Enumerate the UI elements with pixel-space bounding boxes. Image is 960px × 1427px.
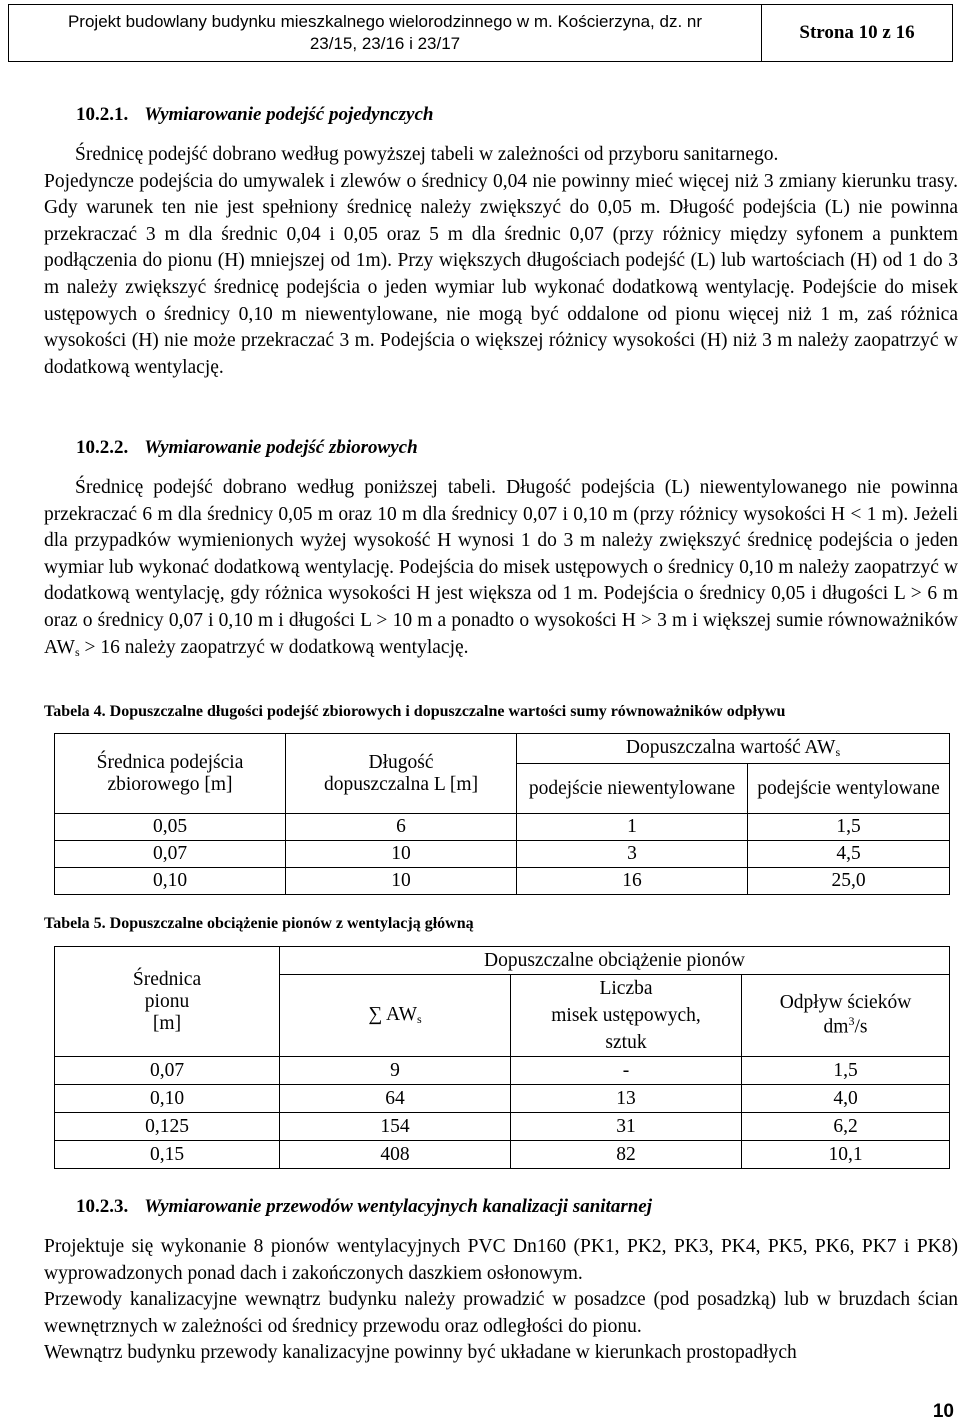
paragraph-1-first-line: Średnicę podejść dobrano według powyższej tabeli w zależności od przyboru sanitarnego. — [75, 144, 779, 165]
table5-header-flow: Odpływ ścieków $dm^3/s$ — [742, 975, 950, 1057]
table4-header-nonvented: podejście niewentylowane — [517, 764, 748, 814]
section-heading-1 — [76, 104, 433, 126]
header-title-line2: 23/15, 23/16 i 23/17 — [309, 34, 461, 53]
header-title-line1: Projekt budowlany budynku mieszkalnego wielorodzinnego w m. Kościerzyna, dz. nr — [67, 12, 703, 31]
section-title: Wymiarowanie podejść zbiorowych — [144, 437, 418, 458]
table4-header-length: Długość dopuszczalna L [m] — [286, 734, 517, 814]
table-row: 0,15 408 82 10,1 — [55, 1141, 950, 1169]
table4-caption: Tabela 4. Dopuszczalne długości podejść zbiorowych i dopuszczalne wartości sumy równoważników odpływu — [44, 703, 786, 720]
paragraph-1 — [44, 142, 958, 381]
paragraph-3-b: Przewody kanalizacyjne wewnątrz budynku należy prowadzić w posadzce (pod posadzką) lub w bruzdach ścian wewnętrznych w zależności od średnicy przewodu oraz odległości do pionu. — [44, 1289, 958, 1337]
table4-header-aw: Dopuszczalna wartość $AW_s$ — [517, 734, 950, 764]
section-heading-2 — [76, 437, 418, 459]
table-row: 0,05 6 1 1,5 — [55, 814, 950, 841]
paragraph-2-main: Średnicę podejść dobrano według poniższej tabeli. Długość podejścia (L) niewentylowanego nie powinna przekraczać 6 m dla średnicy 0,05 m oraz 10 m dla średnicy 0,07 i 0,10 m (przy różnicy wysokości H < 1 m). Jeżeli dla przypadków wymienionych wyżej wysokość H wynosi 1 do 3 m należy zwiększyć średnicę podejścia o jeden wymiar lub wykonać dodatkową wentylację. Podejścia do misek ustępowych o średnicy 0,10 m należy zaopatrzyć w dodatkową wentylację, gdy różnica wysokości H jest większa od 1 m. Podejścia o średnicy 0,05 i długości L > 6 m oraz o średnicy 0,07 i 0,10 m i długości L > 10 m a ponadto o wysokości H > 3 m i większej sumie równoważników AW — [44, 477, 958, 658]
table-row: 0,07 9 - 1,5 — [55, 1057, 950, 1085]
page-number: 10 — [932, 1401, 954, 1422]
table-row: 0,07 10 3 4,5 — [55, 841, 950, 868]
paragraph-3 — [44, 1234, 958, 1367]
header-page-label: Strona 10 z 16 — [799, 22, 915, 43]
table5-header-diameter: Średnica pionu [m] — [55, 947, 280, 1057]
paragraph-2-end: > 16 należy zaopatrzyć w dodatkową wentylację. — [79, 636, 469, 658]
table4 — [54, 733, 950, 895]
section-number: 10.2.3. — [76, 1196, 129, 1217]
table5-header-aws: ∑ $AW_s$ — [280, 975, 511, 1057]
section-number: 10.2.1. — [76, 104, 129, 125]
paragraph-3-c: Wewnątrz budynku przewody kanalizacyjne powinny być układane w kierunkach prostopadłych — [44, 1342, 797, 1364]
section-number: 10.2.2. — [76, 437, 129, 458]
table5-header-count: Liczba misek ustępowych, sztuk — [511, 975, 742, 1057]
table5-caption: Tabela 5. Dopuszczalne obciążenie pionów z wentylacją główną — [44, 915, 474, 932]
section-title: Wymiarowanie podejść pojedynczych — [144, 104, 434, 125]
table5 — [54, 946, 950, 1169]
paragraph-3-a: Projektuje się wykonanie 8 pionów wentylacyjnych PVC Dn160 (PK1, PK2, PK3, PK4, PK5, PK6, PK7 i PK8) wyprowadzonych ponad dach i zakończonych daszkiem osłonowym. — [44, 1236, 958, 1284]
table4-header-diameter: Średnica podejścia zbiorowego [m] — [55, 734, 286, 814]
table5-header-group: Dopuszczalne obciążenie pionów — [280, 947, 950, 975]
table-row: 0,10 10 16 25,0 — [55, 868, 950, 895]
table-row: 0,10 64 13 4,0 — [55, 1085, 950, 1113]
paragraph-2 — [44, 475, 958, 665]
subscript: s — [74, 644, 80, 659]
page-header — [8, 4, 953, 62]
header-title — [9, 5, 762, 61]
section-title: Wymiarowanie przewodów wentylacyjnych kanalizacji sanitarnej — [144, 1196, 653, 1217]
table4-header-vented: podejście wentylowane — [748, 764, 950, 814]
paragraph-1-body: Pojedyncze podejścia do umywalek i zlewów o średnicy 0,04 nie powinny mieć więcej niż 3 zmiany kierunku trasy. Gdy warunek ten nie jest spełniony średnicę należy zwiększyć do 0,05 m. Długość podejścia (L) nie powinna przekraczać 3 m dla średnic 0,04 i 0,05 oraz 5 m dla średnic 0,07 (przy różnicy między syfonem a punktem podłączenia do pionu (H) mniejszej od 1m). Przy większych długościach podejść (L) lub wartościach (H) od 1 do 3 m należy zwiększyć średnicę podejścia o jeden wymiar lub wykonać dodatkową wentylację. Podejście do misek ustępowych o średnicy 0,10 m niewentylowane, nie mogą być oddalone od pionu więcej niż 1 m, zaś różnica wysokości (H) nie może przekraczać 3 m. Podejścia o większej różnicy wysokości (H) niż 3 m należy zaopatrzyć w dodatkową wentylację. — [44, 170, 958, 378]
table-row: 0,125 154 31 6,2 — [55, 1113, 950, 1141]
section-heading-3 — [76, 1196, 652, 1218]
